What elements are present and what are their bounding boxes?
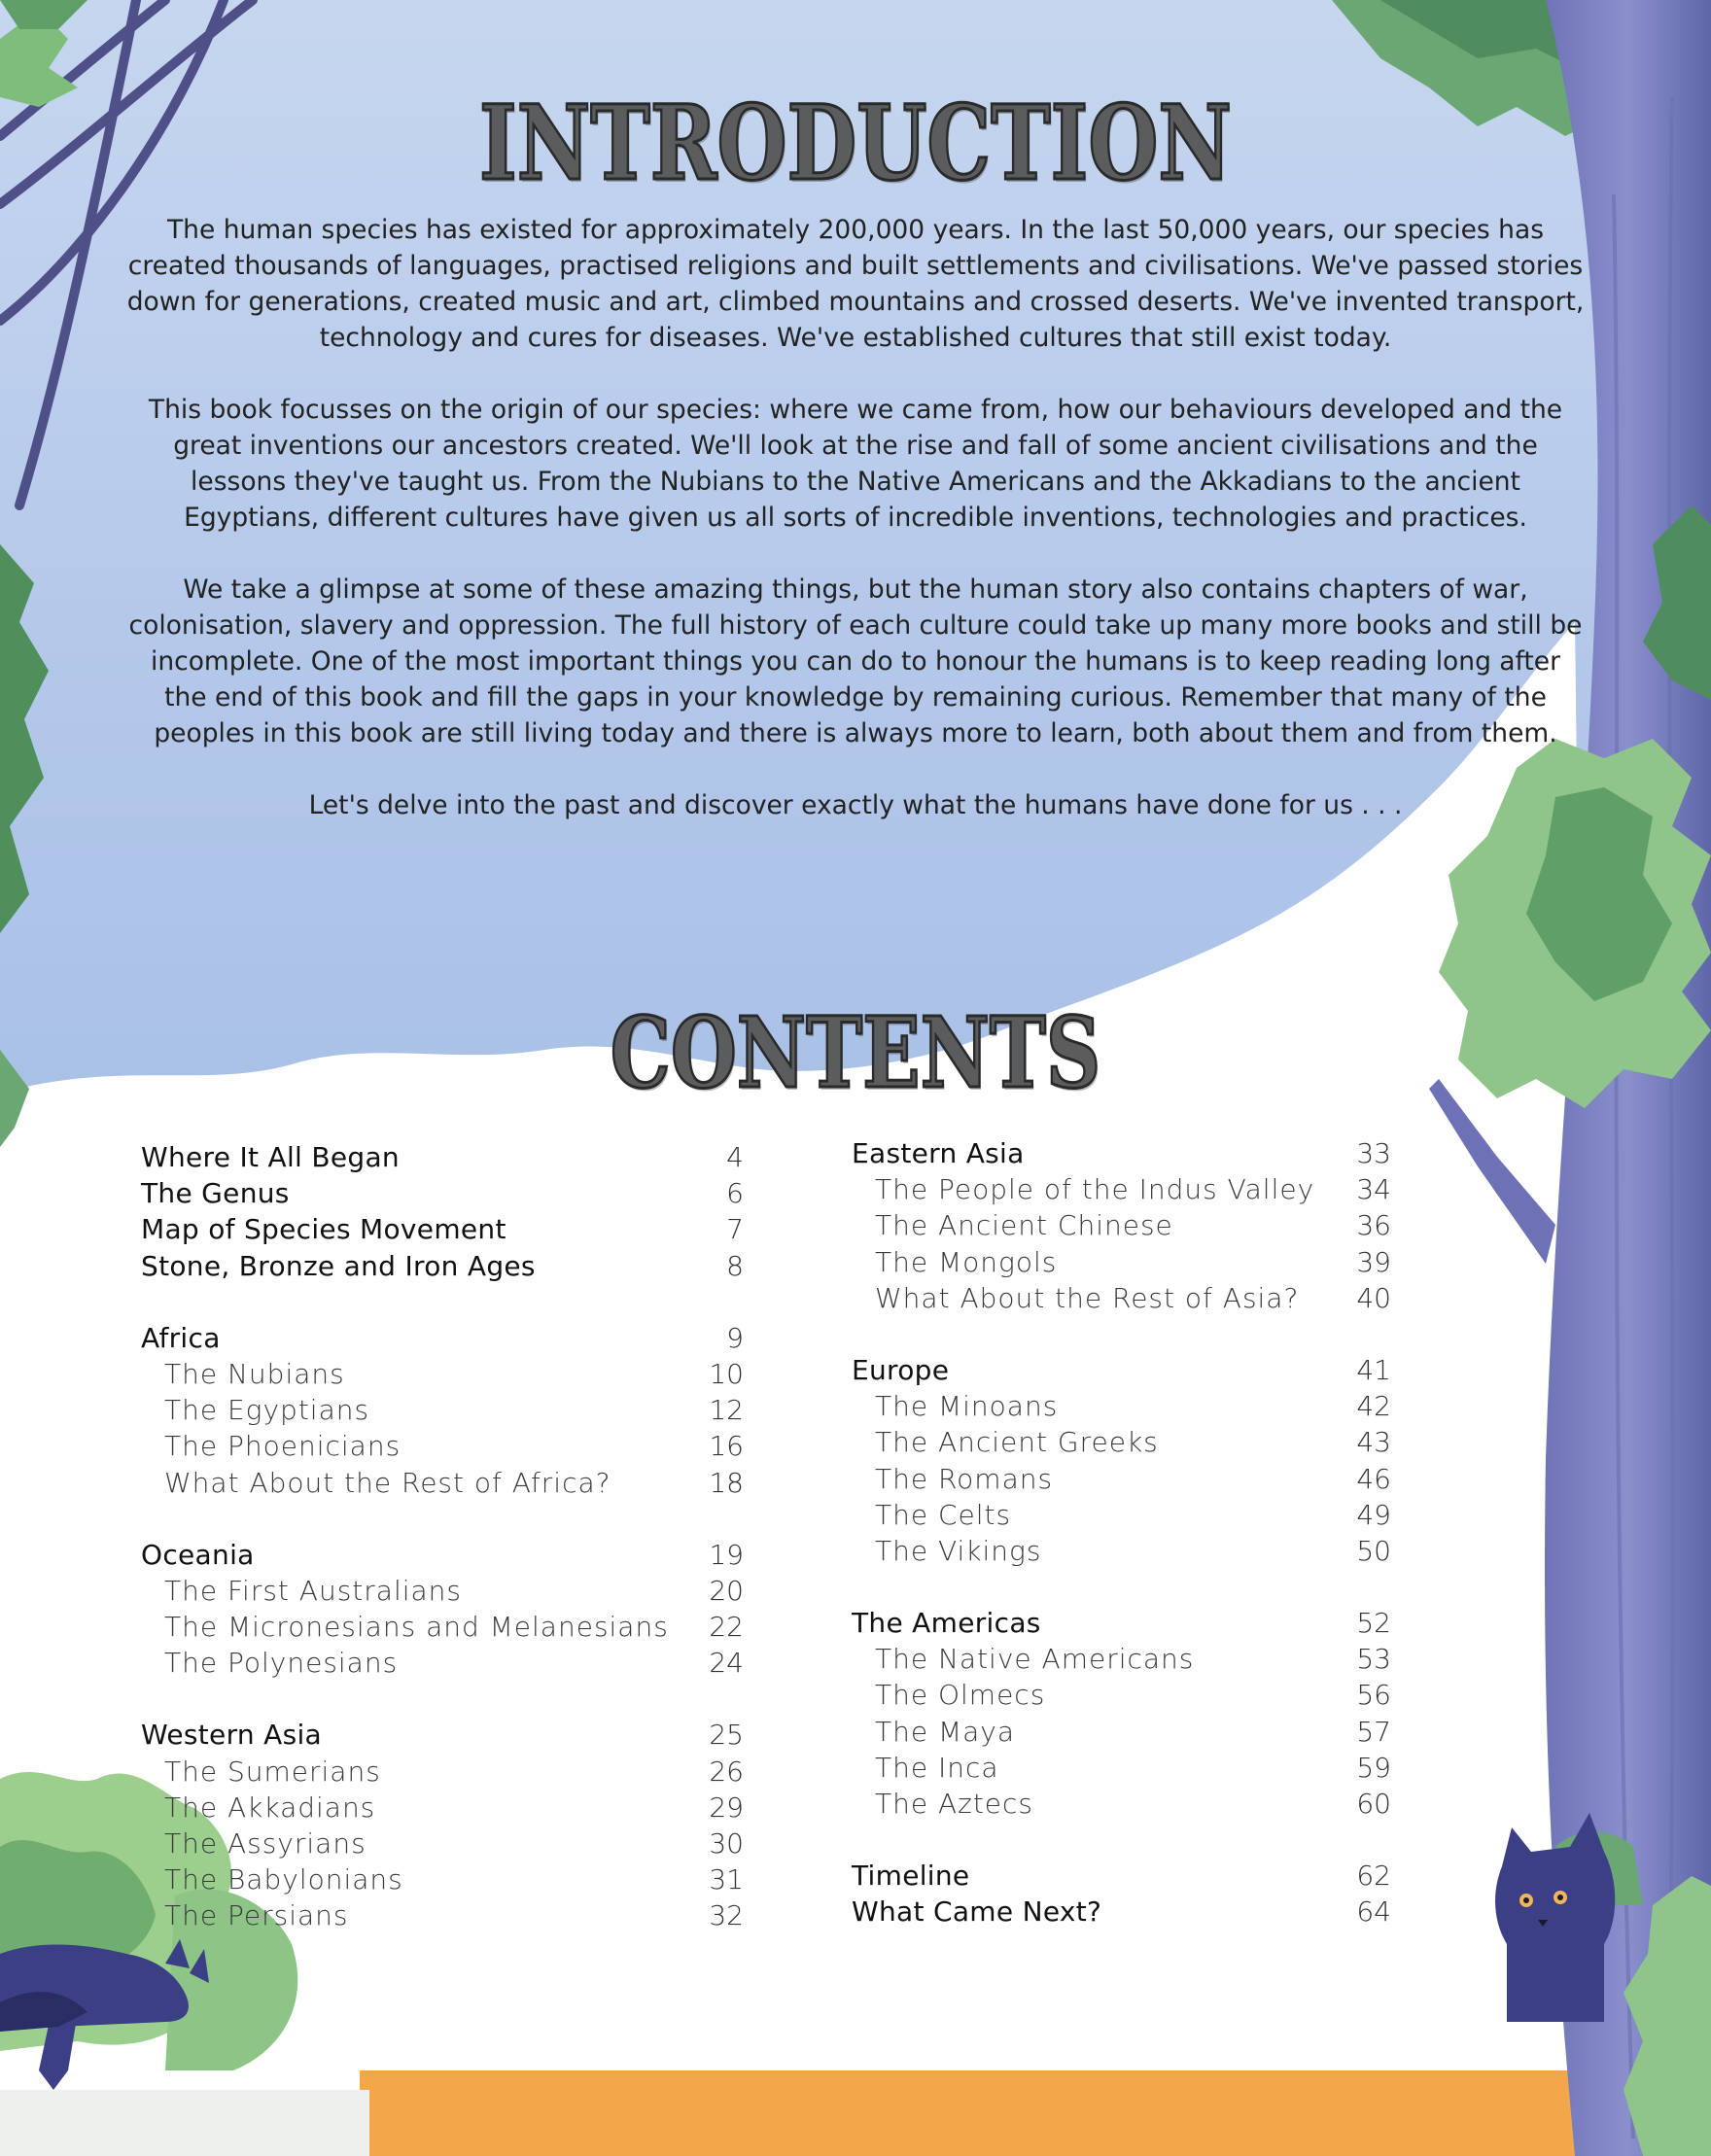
contents-entry — [852, 1605, 1391, 1641]
entry-page-number: 20 — [709, 1574, 744, 1607]
entry-title: What About the Rest of Asia? — [875, 1281, 1300, 1314]
entry-title: The Phoenicians — [164, 1430, 402, 1463]
entry-page-number: 62 — [1356, 1860, 1391, 1893]
entry-title: The Babylonians — [164, 1863, 403, 1896]
contents-subentry — [852, 1786, 1391, 1822]
intro-paragraph: The human species has existed for approximately 200,000 years. In the last 50,000 years, our species has created thousands of languages, practised religions and built settlements and civilisations. We've passed stories down for generations, created music and art, climbed mountains and crossed deserts. We've invented transport, technology and cures for diseases. We've established cultures that still exist today. — [126, 215, 1585, 353]
entry-title: The Micronesians and Melanesians — [164, 1611, 669, 1644]
contents-subentry — [852, 1388, 1391, 1424]
intro-paragraph: This book focusses on the origin of our species: where we came from, how our behaviours developed and the great inventions our ancestors created. We'll look at the rise and fall of some ancient civilisations and the lessons they've taught us. From the Nubians to the Native Americans and the Akkadians to the ancient Egyptians, different cultures have given us all sorts of incredible inventions, technologies and practices. — [148, 395, 1563, 533]
introduction-heading: INTRODUCTION — [479, 82, 1232, 203]
contents-left-column — [141, 1139, 744, 1970]
entry-title: What About the Rest of Africa? — [164, 1466, 611, 1499]
contents-subentry — [852, 1714, 1391, 1750]
contents-subentry — [852, 1461, 1391, 1497]
contents-entry — [852, 1135, 1391, 1171]
entry-page-number: 9 — [726, 1321, 744, 1354]
contents-subentry — [141, 1826, 744, 1861]
contents-subentry — [141, 1392, 744, 1428]
entry-page-number: 33 — [1356, 1137, 1391, 1169]
entry-title: The Native Americans — [875, 1643, 1195, 1676]
contents-subentry — [141, 1356, 744, 1392]
entry-page-number: 46 — [1356, 1462, 1391, 1495]
intro-closing-line: Let's delve into the past and discover exactly what the humans have done for us . . . — [308, 790, 1403, 820]
contents-subentry — [852, 1677, 1391, 1713]
contents-subentry — [852, 1497, 1391, 1533]
entry-page-number: 7 — [726, 1213, 744, 1246]
contents-entry — [141, 1248, 744, 1284]
contents-section — [852, 1352, 1391, 1569]
contents-subentry — [852, 1280, 1391, 1316]
contents-entry — [141, 1537, 744, 1573]
contents-entry — [141, 1211, 744, 1247]
entry-page-number: 52 — [1356, 1607, 1391, 1640]
entry-page-number: 26 — [709, 1755, 744, 1788]
contents-right-column — [852, 1135, 1391, 1966]
contents-subentry — [141, 1645, 744, 1681]
entry-page-number: 50 — [1356, 1534, 1391, 1567]
entry-page-number: 6 — [726, 1177, 744, 1210]
entry-page-number: 40 — [1356, 1281, 1391, 1314]
contents-entry — [852, 1352, 1391, 1388]
entry-title: The Maya — [875, 1715, 1016, 1748]
contents-section — [141, 1320, 744, 1501]
entry-page-number: 53 — [1356, 1643, 1391, 1676]
contents-entry — [141, 1717, 744, 1753]
contents-section — [141, 1537, 744, 1682]
entry-title: The Americas — [852, 1607, 1041, 1640]
entry-title: Timeline — [852, 1860, 970, 1893]
entry-page-number: 18 — [709, 1466, 744, 1499]
entry-page-number: 4 — [726, 1141, 744, 1173]
entry-page-number: 25 — [709, 1719, 744, 1752]
entry-page-number: 56 — [1356, 1679, 1391, 1712]
entry-title: The First Australians — [164, 1574, 462, 1607]
entry-title: The Ancient Chinese — [875, 1209, 1173, 1242]
entry-title: Where It All Began — [141, 1141, 400, 1173]
contents-subentry — [852, 1424, 1391, 1460]
entry-title: Africa — [141, 1321, 221, 1354]
contents-section — [852, 1858, 1391, 1930]
contents-entry — [141, 1320, 744, 1356]
contents-subentry — [852, 1750, 1391, 1786]
entry-title: The Mongols — [875, 1245, 1058, 1278]
entry-title: The People of the Indus Valley — [875, 1173, 1315, 1206]
contents-subentry — [852, 1171, 1391, 1207]
contents-entry — [141, 1139, 744, 1175]
contents-section — [852, 1605, 1391, 1822]
entry-page-number: 59 — [1356, 1751, 1391, 1784]
introduction-text — [126, 212, 1585, 859]
contents-entry — [852, 1858, 1391, 1894]
entry-title: Europe — [852, 1353, 950, 1386]
entry-page-number: 30 — [709, 1827, 744, 1860]
entry-title: The Minoans — [875, 1390, 1059, 1423]
entry-title: The Genus — [141, 1177, 290, 1210]
entry-page-number: 60 — [1356, 1788, 1391, 1820]
contents-subentry — [141, 1609, 744, 1645]
entry-page-number: 22 — [709, 1611, 744, 1644]
entry-title: Western Asia — [141, 1719, 323, 1752]
contents-subentry — [141, 1573, 744, 1609]
entry-title: Oceania — [141, 1538, 255, 1571]
intro-paragraph: We take a glimpse at some of these amazing things, but the human story also contains chapters of war, colonisation, slavery and oppression. The full history of each culture could take up many more books and still be incomplete. One of the most important things you can do to honour the humans is to keep reading long after the end of this book and fill the gaps in your knowledge by remaining curious. Remember that many of the peoples in this book are still living today and there is always more to learn, both about them and from them. — [128, 574, 1583, 748]
contents-subentry — [141, 1754, 744, 1790]
entry-page-number: 64 — [1356, 1895, 1391, 1929]
entry-title: The Vikings — [875, 1534, 1042, 1567]
entry-title: The Inca — [875, 1751, 999, 1784]
entry-page-number: 8 — [726, 1249, 744, 1282]
contents-entry — [141, 1175, 744, 1211]
entry-page-number: 16 — [709, 1430, 744, 1463]
entry-title: Stone, Bronze and Iron Ages — [141, 1249, 536, 1282]
contents-subentry — [141, 1897, 744, 1933]
entry-title: Map of Species Movement — [141, 1213, 506, 1246]
entry-page-number: 29 — [709, 1791, 744, 1824]
entry-title: The Polynesians — [164, 1647, 399, 1680]
entry-page-number: 39 — [1356, 1245, 1391, 1278]
entry-title: The Aztecs — [875, 1788, 1034, 1820]
entry-title: The Persians — [164, 1899, 349, 1932]
ground-band — [360, 2070, 1624, 2156]
contents-subentry — [852, 1533, 1391, 1569]
entry-title: The Akkadians — [164, 1791, 376, 1824]
entry-page-number: 49 — [1356, 1498, 1391, 1531]
entry-title: The Ancient Greeks — [875, 1426, 1159, 1459]
entry-page-number: 36 — [1356, 1209, 1391, 1242]
ground-band-left — [0, 2090, 369, 2156]
contents-subentry — [852, 1244, 1391, 1280]
entry-page-number: 10 — [709, 1357, 744, 1390]
entry-title: The Nubians — [164, 1357, 345, 1390]
entry-title: The Olmecs — [875, 1679, 1046, 1712]
entry-title: The Romans — [875, 1462, 1054, 1495]
contents-entry — [852, 1894, 1391, 1930]
contents-subentry — [141, 1861, 744, 1897]
contents-subentry — [141, 1790, 744, 1826]
entry-title: The Assyrians — [164, 1827, 367, 1860]
contents-subentry — [141, 1465, 744, 1501]
entry-page-number: 43 — [1356, 1426, 1391, 1459]
contents-section — [852, 1135, 1391, 1316]
contents-subentry — [852, 1207, 1391, 1243]
entry-title: The Egyptians — [164, 1394, 370, 1427]
contents-subentry — [852, 1641, 1391, 1677]
entry-title: Eastern Asia — [852, 1137, 1025, 1169]
entry-page-number: 19 — [709, 1538, 744, 1571]
entry-page-number: 34 — [1356, 1173, 1391, 1206]
entry-page-number: 41 — [1356, 1353, 1391, 1386]
contents-heading: CONTENTS — [610, 995, 1101, 1110]
entry-page-number: 24 — [709, 1647, 744, 1680]
entry-page-number: 31 — [709, 1863, 744, 1896]
contents-subentry — [141, 1428, 744, 1464]
contents-section — [141, 1717, 744, 1933]
entry-page-number: 42 — [1356, 1390, 1391, 1423]
contents-section — [141, 1139, 744, 1284]
entry-title: The Sumerians — [164, 1755, 381, 1788]
entry-page-number: 32 — [709, 1899, 744, 1932]
entry-title: The Celts — [875, 1498, 1012, 1531]
entry-page-number: 57 — [1356, 1715, 1391, 1748]
entry-page-number: 12 — [709, 1394, 744, 1427]
entry-title: What Came Next? — [852, 1895, 1102, 1929]
